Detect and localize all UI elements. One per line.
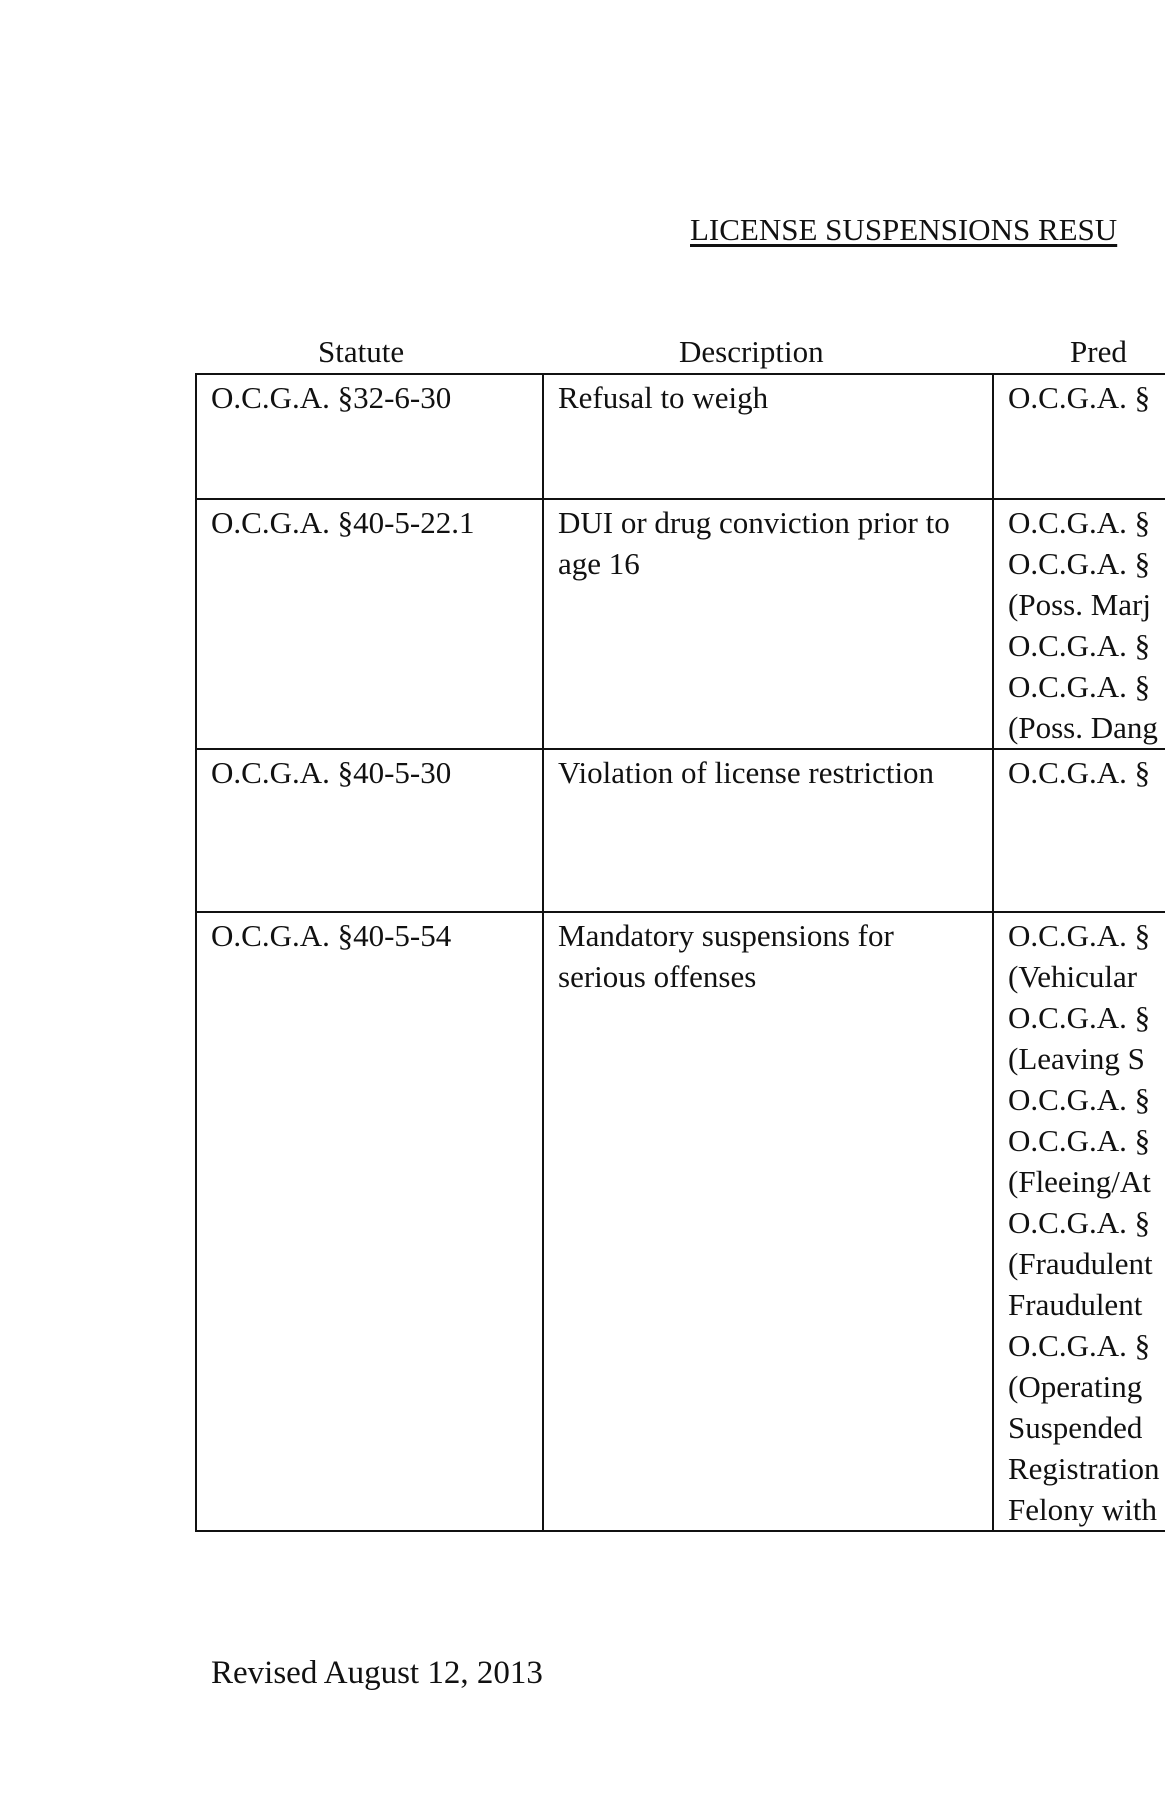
column-header-statute: Statute <box>318 334 405 369</box>
predicate-line: O.C.G.A. § <box>1008 505 1151 540</box>
predicate-cell <box>993 912 1165 1531</box>
predicate-line: O.C.G.A. § <box>1008 1082 1151 1117</box>
column-header-predicate: Pred <box>1070 334 1127 369</box>
description-text: Refusal to weigh <box>558 380 769 415</box>
predicate-cell <box>993 749 1165 912</box>
predicate-line: (Fleeing/At <box>1008 1164 1151 1199</box>
predicate-line: Suspended <box>1008 1410 1143 1445</box>
predicate-line: Registration <box>1008 1451 1160 1486</box>
predicate-line: O.C.G.A. § <box>1008 546 1151 581</box>
statute-cell <box>196 912 543 1531</box>
predicate-line: O.C.G.A. § <box>1008 380 1151 415</box>
revision-date: Revised August 12, 2013 <box>211 1655 543 1691</box>
table-row <box>196 374 1165 499</box>
predicate-line: O.C.G.A. § <box>1008 669 1151 704</box>
suspension-table <box>195 373 1165 1532</box>
table-row <box>196 499 1165 749</box>
statute-cell <box>196 749 543 912</box>
predicate-line: (Fraudulent <box>1008 1246 1153 1281</box>
table-row <box>196 912 1165 1531</box>
predicate-line: (Vehicular <box>1008 959 1138 994</box>
predicate-line: (Poss. Dang <box>1008 710 1158 745</box>
description-text: Violation of license restriction <box>558 755 935 790</box>
description-cell <box>543 374 993 499</box>
predicate-line: O.C.G.A. § <box>1008 918 1151 953</box>
predicate-line: Felony with <box>1008 1492 1157 1527</box>
statute-cell <box>196 499 543 749</box>
description-text: DUI or drug conviction prior to age 16 <box>558 505 950 581</box>
predicate-line: O.C.G.A. § <box>1008 1000 1151 1035</box>
description-text: Mandatory suspensions for serious offenses <box>558 918 894 994</box>
statute-text: O.C.G.A. §40-5-54 <box>211 918 452 953</box>
predicate-line: (Leaving S <box>1008 1041 1145 1076</box>
column-header-description: Description <box>679 334 824 369</box>
description-cell <box>543 912 993 1531</box>
predicate-line: O.C.G.A. § <box>1008 1205 1151 1240</box>
document-title: LICENSE SUSPENSIONS RESU <box>690 212 1118 247</box>
predicate-line: O.C.G.A. § <box>1008 1328 1151 1363</box>
statute-text: O.C.G.A. §40-5-22.1 <box>211 505 475 540</box>
statute-cell <box>196 374 543 499</box>
predicate-line: Fraudulent <box>1008 1287 1143 1322</box>
table-row <box>196 749 1165 912</box>
description-cell <box>543 749 993 912</box>
predicate-cell <box>993 374 1165 499</box>
predicate-line: O.C.G.A. § <box>1008 1123 1151 1158</box>
predicate-line: O.C.G.A. § <box>1008 628 1151 663</box>
predicate-cell <box>993 499 1165 749</box>
predicate-line: (Operating <box>1008 1369 1143 1404</box>
statute-text: O.C.G.A. §40-5-30 <box>211 755 452 790</box>
predicate-line: (Poss. Marj <box>1008 587 1151 622</box>
description-cell <box>543 499 993 749</box>
statute-text: O.C.G.A. §32-6-30 <box>211 380 452 415</box>
predicate-line: O.C.G.A. § <box>1008 755 1151 790</box>
